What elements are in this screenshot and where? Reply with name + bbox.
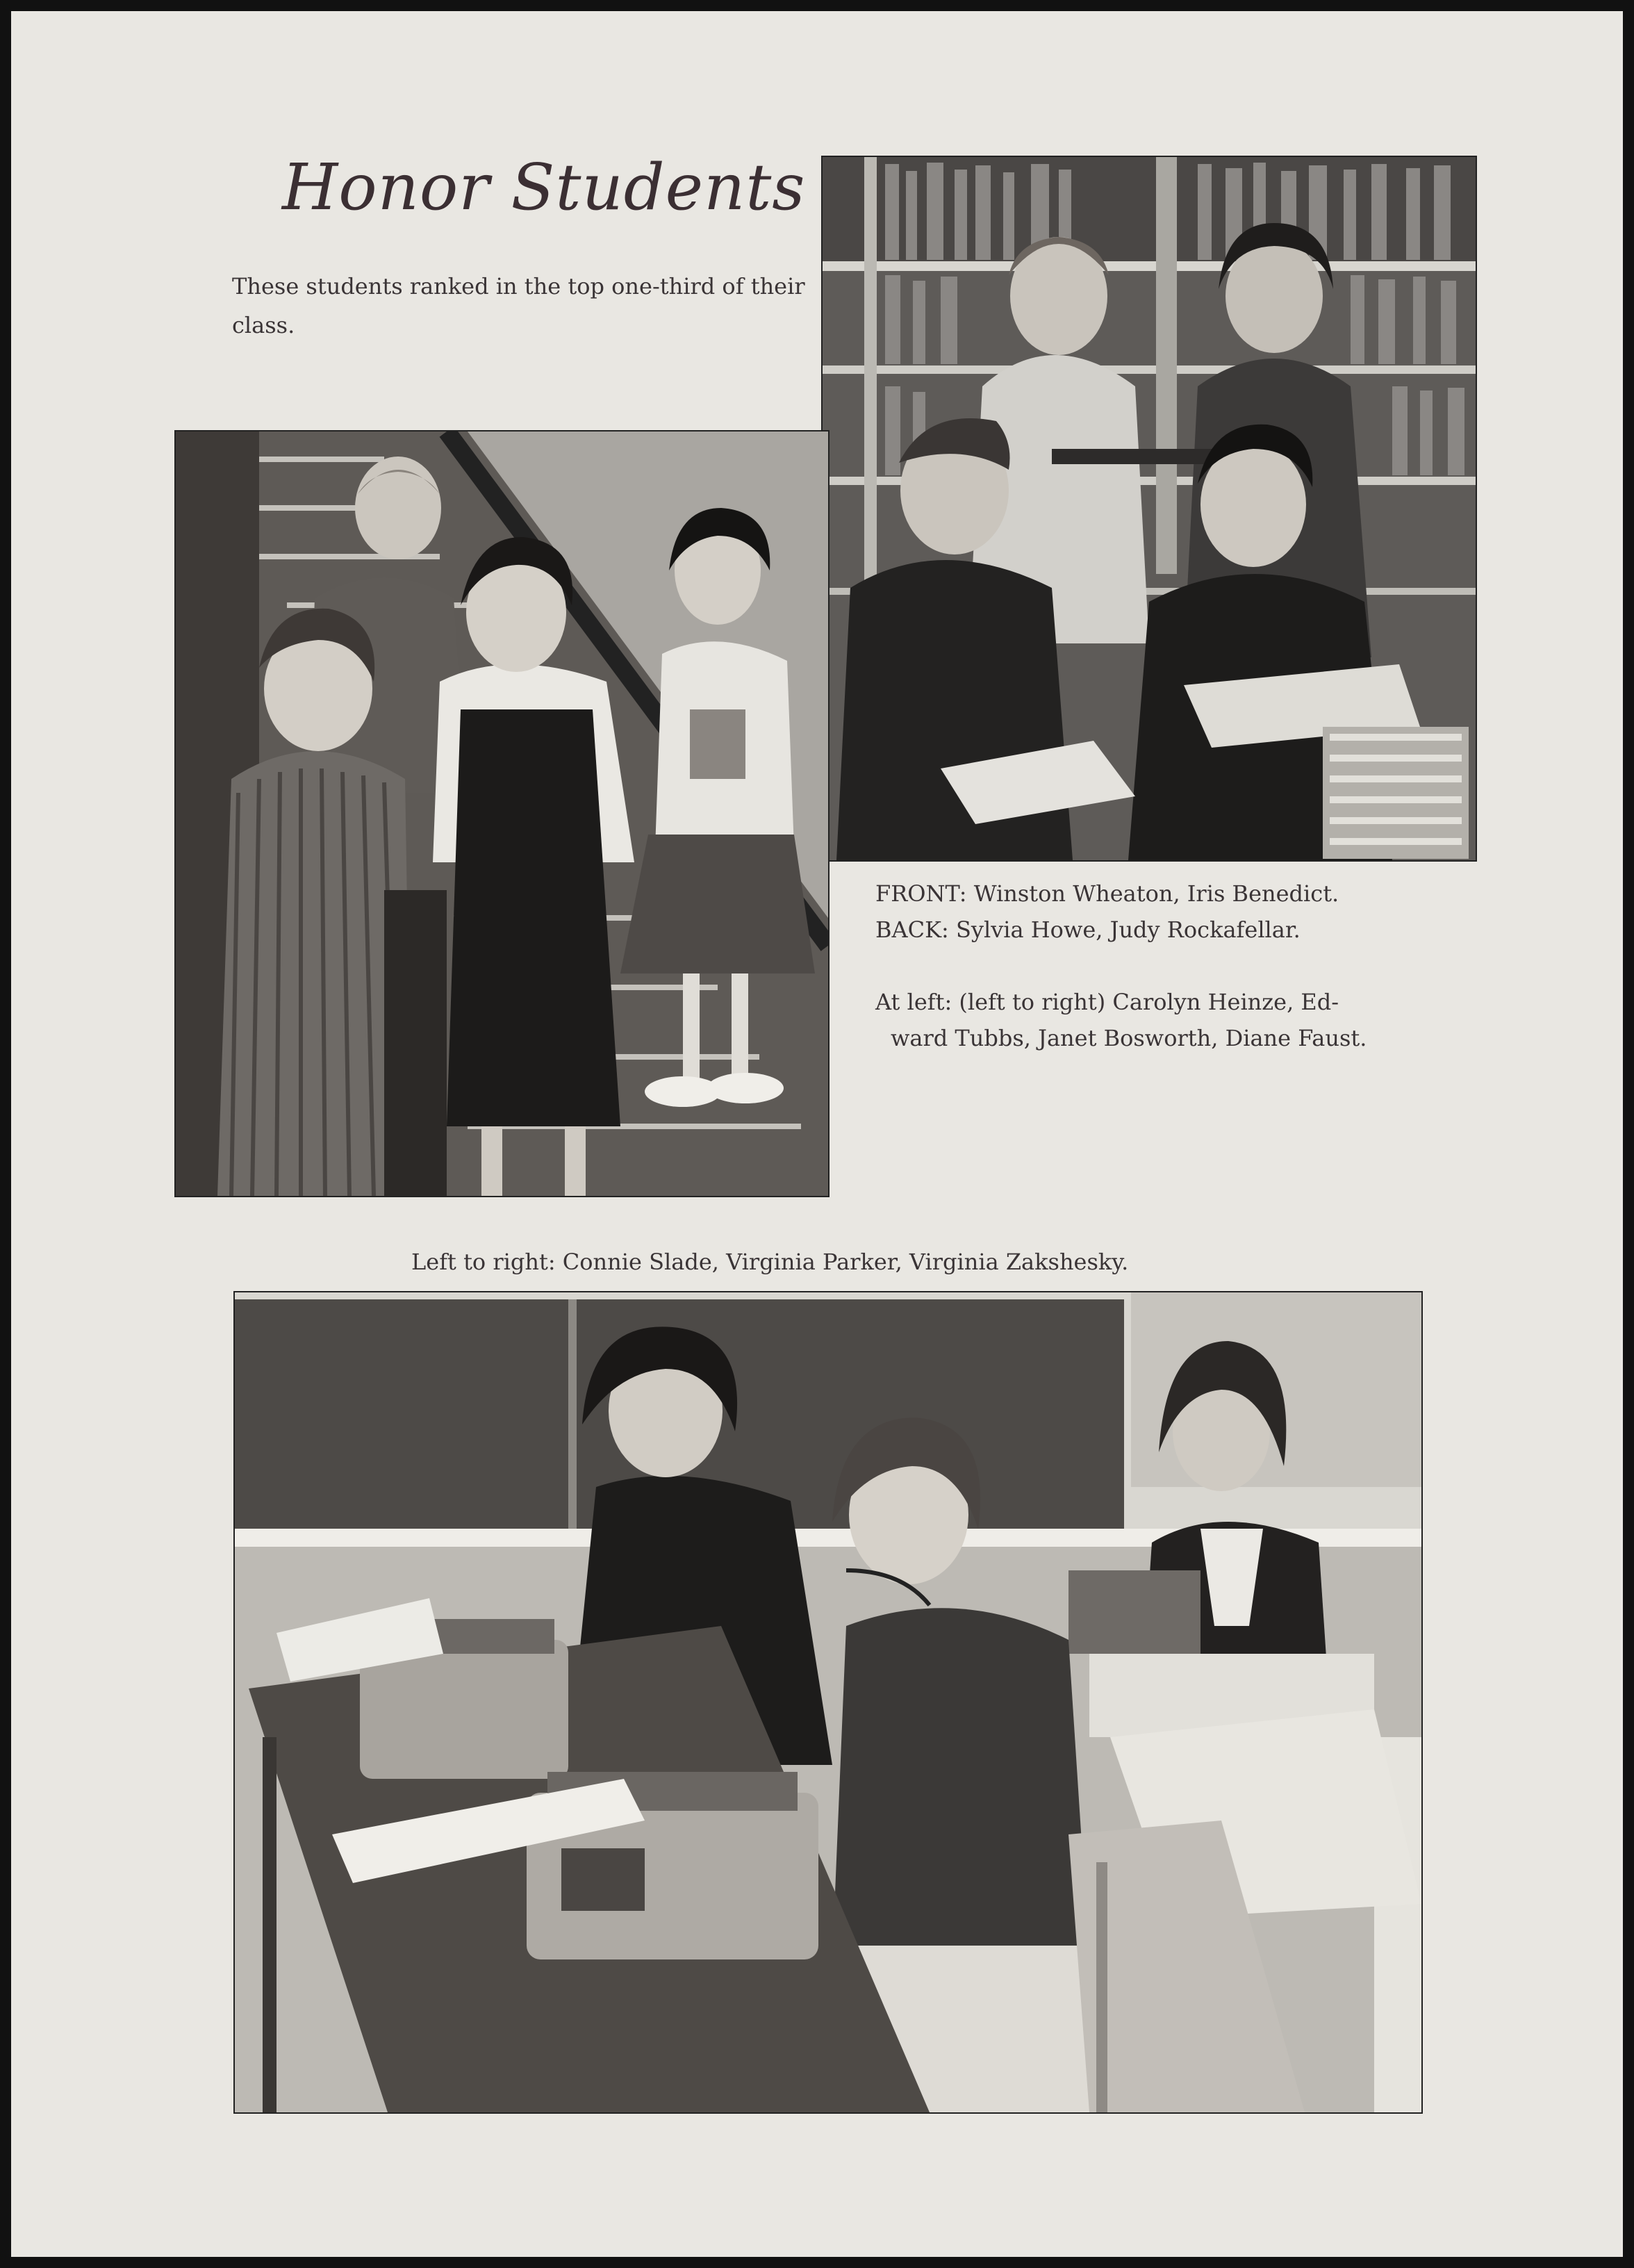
caption-library-back: BACK: Sylvia Howe, Judy Rockafellar. [875, 917, 1301, 943]
page-title: Honor Students [282, 150, 806, 224]
library-photo [821, 156, 1477, 862]
caption-at-left-line2: ward Tubbs, Janet Bosworth, Diane Faust. [891, 1025, 1367, 1051]
stairway-photo-illustration [176, 432, 828, 1196]
typing-class-photo [233, 1291, 1423, 2114]
intro-text: These students ranked in the top one-third of their class. [232, 273, 805, 338]
caption-library-front: FRONT: Winston Wheaton, Iris Benedict. [875, 880, 1339, 907]
caption-typing: Left to right: Connie Slade, Virginia Parker, Virginia Zakshesky. [411, 1249, 1129, 1275]
stairway-photo [174, 430, 830, 1197]
library-photo-illustration [823, 157, 1476, 860]
yearbook-page [11, 11, 1623, 2257]
typing-class-illustration [235, 1292, 1421, 2112]
caption-at-left-line1: At left: (left to right) Carolyn Heinze, Ed- [875, 989, 1339, 1015]
